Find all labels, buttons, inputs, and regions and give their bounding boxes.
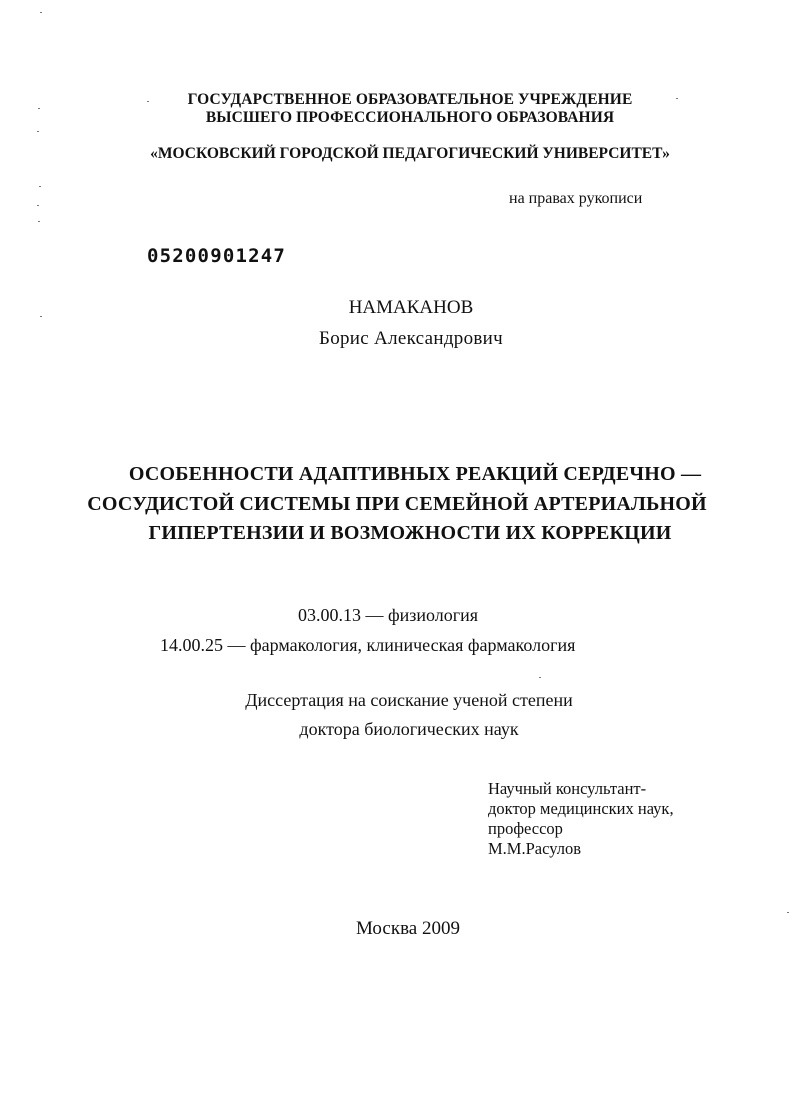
consultant-line-1: Научный консультант- bbox=[488, 779, 647, 798]
scan-speck bbox=[676, 98, 678, 99]
dissertation-line-2: доктора биологических наук bbox=[299, 719, 519, 739]
manuscript-note: на правах рукописи bbox=[509, 190, 643, 207]
specialty-line-1: 03.00.13 — физиология bbox=[298, 605, 479, 625]
scan-speck bbox=[147, 101, 149, 102]
consultant-name: М.М.Расулов bbox=[488, 839, 581, 858]
institution-line-1: ГОСУДАРСТВЕННОЕ ОБРАЗОВАТЕЛЬНОЕ УЧРЕЖДЕНИЕ bbox=[187, 91, 633, 108]
scan-speck bbox=[787, 912, 789, 913]
title-line-3: ГИПЕРТЕНЗИИ И ВОЗМОЖНОСТИ ИХ КОРРЕКЦИИ bbox=[148, 522, 672, 544]
scan-speck bbox=[37, 131, 39, 132]
scan-speck bbox=[38, 221, 40, 222]
title-line-1: ОСОБЕННОСТИ АДАПТИВНЫХ РЕАКЦИЙ СЕРДЕЧНО — bbox=[128, 463, 702, 485]
author-given-name: Борис Александрович bbox=[319, 328, 503, 349]
scan-speck bbox=[40, 316, 42, 317]
scan-speck bbox=[38, 108, 40, 109]
author-surname: НАМАКАНОВ bbox=[348, 297, 474, 318]
scan-speck bbox=[539, 677, 541, 678]
institution-line-2: ВЫСШЕГО ПРОФЕССИОНАЛЬНОГО ОБРАЗОВАНИЯ bbox=[205, 109, 615, 126]
specialty-line-2: 14.00.25 — фармакология, клиническая фармакология bbox=[160, 635, 576, 655]
city-year: Москва 2009 bbox=[356, 918, 460, 939]
scan-speck bbox=[39, 186, 41, 187]
scan-speck bbox=[40, 12, 42, 13]
consultant-line-3: профессор bbox=[488, 819, 563, 838]
university-name: «МОСКОВСКИЙ ГОРОДСКОЙ ПЕДАГОГИЧЕСКИЙ УНИВЕРСИТЕТ» bbox=[150, 145, 670, 162]
dissertation-line-1: Диссертация на соискание ученой степени bbox=[245, 690, 573, 710]
title-line-2: СОСУДИСТОЙ СИСТЕМЫ ПРИ СЕМЕЙНОЙ АРТЕРИАЛЬНОЙ bbox=[87, 493, 707, 515]
scan-speck bbox=[37, 205, 39, 206]
consultant-line-2: доктор медицинских наук, bbox=[488, 799, 674, 818]
reference-code: 05200901247 bbox=[147, 245, 287, 267]
